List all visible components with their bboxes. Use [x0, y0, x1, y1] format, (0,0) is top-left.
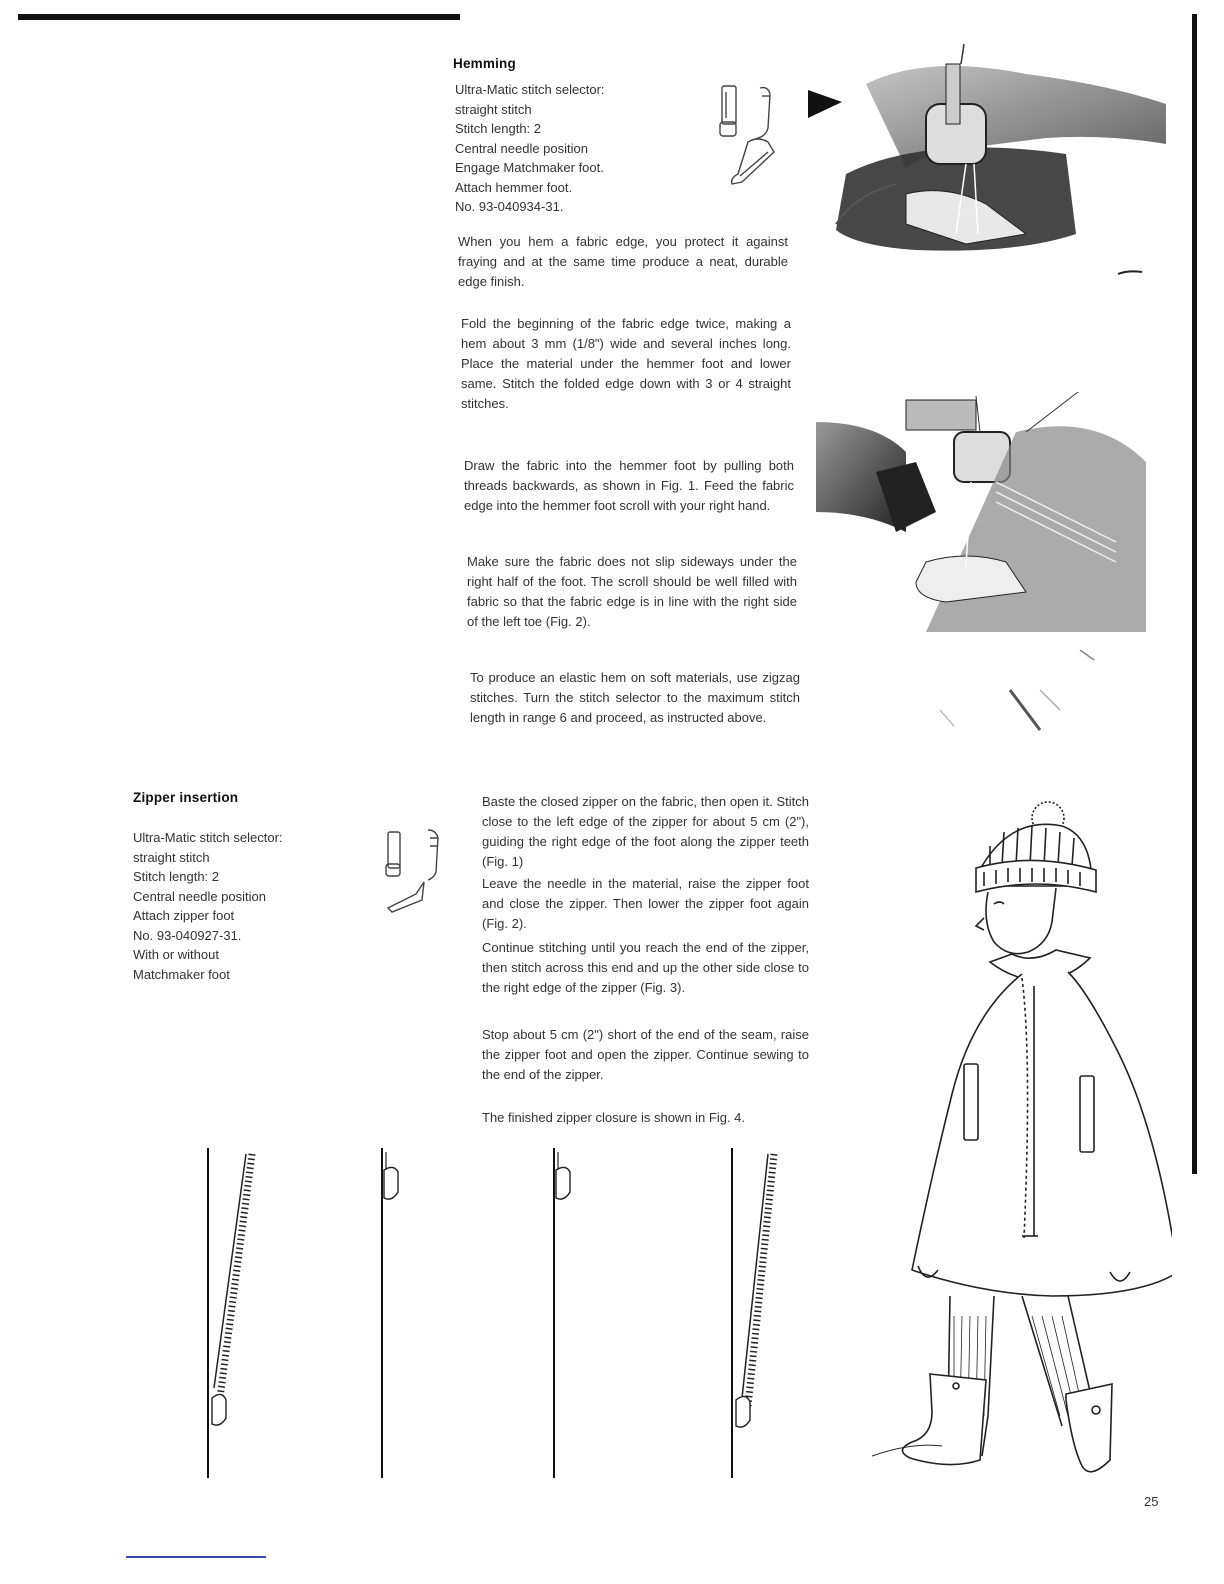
hemmer-fig1-photo [806, 44, 1178, 294]
hemming-paragraph: To produce an elastic hem on soft materials, use zigzag stitches. Turn the stitch selector to the maximum stitch length in range 6 and proceed, as instructed above. [470, 670, 800, 725]
zipper-fig2 [372, 1148, 422, 1478]
zipper-paragraph: The finished zipper closure is shown in Fig. 4. [482, 1110, 746, 1125]
hemmer-fig3-marks [930, 650, 1100, 740]
zipper-setting: Matchmaker foot [133, 966, 230, 982]
zipper-fig1 [196, 1148, 266, 1478]
hemming-paragraph: Fold the beginning of the fabric edge twice, making a hem about 3 mm (1/8") wide and several inches long. Place the material under the hemmer foot and lower same. Stitch the folded edge down with 3 or 4 straight stitches. [461, 316, 791, 411]
zipper-paragraph: Stop about 5 cm (2") short of the end of the seam, raise the zipper foot and open the zipper. Continue sewing to the end of the zipper. [482, 1027, 809, 1082]
page-number: 25 [1144, 1494, 1159, 1509]
zipper-setting: With or without [133, 947, 219, 962]
zipper-foot-icon [384, 826, 454, 916]
hemming-paragraph: When you hem a fabric edge, you protect it against fraying and at the same time produce a neat, durable edge finish. [458, 234, 788, 289]
zipper-paragraph: Leave the needle in the material, raise the zipper foot and close the zipper. Then lower the zipper foot again (Fig. 2). [482, 876, 809, 931]
hemmer-fig2-photo [816, 392, 1154, 640]
child-cape-illustration [872, 796, 1172, 1506]
hemming-setting: Engage Matchmaker foot. [455, 160, 604, 175]
hemming-setting: Stitch length: 2 [455, 121, 541, 136]
zipper-setting: Ultra-Matic stitch selector: [133, 830, 283, 845]
right-rule [1192, 14, 1197, 1174]
zipper-setting: Central needle position [133, 888, 266, 904]
zipper-fig4 [722, 1148, 792, 1483]
bottom-rule [126, 1556, 266, 1558]
hemming-setting: straight stitch [455, 101, 532, 117]
zipper-title: Zipper insertion [133, 790, 239, 805]
hemming-paragraph: Make sure the fabric does not slip sideways under the right half of the foot. The scroll should be well filled with fabric so that the fabric edge is in line with the right side of the left toe (Fig. 2). [467, 554, 797, 629]
zipper-setting: Attach zipper foot [133, 908, 235, 923]
hemming-setting: Attach hemmer foot. [455, 179, 573, 195]
zipper-paragraph: Continue stitching until you reach the end of the zipper, then stitch across this end and up the other side close to the right edge of the zipper (Fig. 3). [482, 940, 809, 995]
zipper-fig3 [542, 1148, 592, 1483]
zipper-setting: No. 93-040927-31. [133, 927, 242, 943]
hemming-paragraph: Draw the fabric into the hemmer foot by pulling both threads backwards, as shown in Fig. 1. Feed the fabric edge into the hemmer foot scroll with your right hand. [464, 458, 794, 513]
hemming-setting: Central needle position [455, 140, 588, 156]
zipper-setting: straight stitch [133, 849, 210, 865]
hemming-settings [455, 80, 605, 217]
top-rule [18, 14, 460, 20]
hemming-setting: Ultra-Matic stitch selector: [455, 82, 605, 97]
zipper-paragraph: Baste the closed zipper on the fabric, then open it. Stitch close to the left edge of the zipper for about 5 cm (2"), guiding the right edge of the foot along the zipper teeth (Fig. 1) [482, 794, 809, 869]
zipper-settings [133, 828, 283, 984]
hemming-setting: No. 93-040934-31. [455, 199, 564, 214]
hemming-title: Hemming [453, 56, 516, 71]
zipper-setting: Stitch length: 2 [133, 869, 219, 884]
hemmer-foot-icon [718, 82, 788, 192]
